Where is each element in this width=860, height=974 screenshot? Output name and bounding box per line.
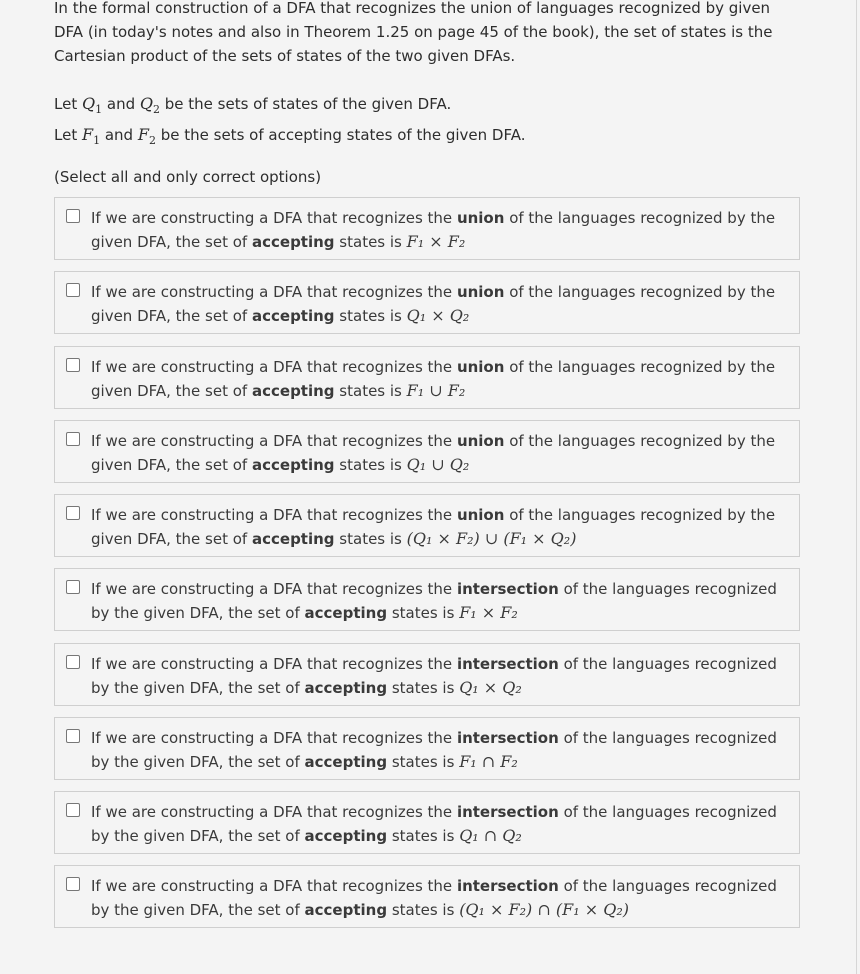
option-1[interactable]: If we are constructing a DFA that recognizes the union of the languages recognized by the given DFA, the set of accepting states is F₁ × F₂ — [54, 197, 800, 260]
checkbox[interactable] — [66, 209, 80, 223]
definitions — [54, 91, 784, 153]
definition-states: Let $Q_1$ and $Q_2$ be the sets of states of the given DFA. — [54, 94, 452, 117]
option-9[interactable]: If we are constructing a DFA that recognizes the intersection of the languages recognized by the given DFA, the set of accepting states is Q₁ ∩ Q₂ — [54, 791, 800, 854]
panel-border — [856, 0, 857, 974]
question-intro: In the formal construction of a DFA that recognizes the union of languages recognized by given DFA (in today's notes and also in Theorem 1.25 on page 45 of the book), the set of states is the Cartesian product of the sets of states of the two given DFAs. — [54, 0, 773, 65]
option-10[interactable]: If we are constructing a DFA that recognizes the intersection of the languages recognized by the given DFA, the set of accepting states is (Q₁ × F₂) ∩ (F₁ × Q₂) — [54, 865, 800, 928]
option-7[interactable]: If we are constructing a DFA that recognizes the intersection of the languages recognized by the given DFA, the set of accepting states is Q₁ × Q₂ — [54, 643, 800, 706]
checkbox[interactable] — [66, 580, 80, 594]
checkbox[interactable] — [66, 729, 80, 743]
option-8[interactable]: If we are constructing a DFA that recognizes the intersection of the languages recognized by the given DFA, the set of accepting states is F₁ ∩ F₂ — [54, 717, 800, 780]
option-4[interactable]: If we are constructing a DFA that recognizes the union of the languages recognized by the given DFA, the set of accepting states is Q₁ ∪ Q₂ — [54, 420, 800, 483]
checkbox[interactable] — [66, 506, 80, 520]
option-3[interactable]: If we are constructing a DFA that recognizes the union of the languages recognized by the given DFA, the set of accepting states is F₁ ∪ F₂ — [54, 346, 800, 409]
checkbox[interactable] — [66, 803, 80, 817]
checkbox[interactable] — [66, 655, 80, 669]
checkbox[interactable] — [66, 283, 80, 297]
option-6[interactable]: If we are constructing a DFA that recognizes the intersection of the languages recognized by the given DFA, the set of accepting states is F₁ × F₂ — [54, 568, 800, 631]
checkbox[interactable] — [66, 358, 80, 372]
instruction: (Select all and only correct options) — [54, 168, 322, 186]
checkbox[interactable] — [66, 432, 80, 446]
checkbox[interactable] — [66, 877, 80, 891]
option-2[interactable]: If we are constructing a DFA that recognizes the union of the languages recognized by the given DFA, the set of accepting states is Q₁ × Q₂ — [54, 271, 800, 334]
option-5[interactable]: If we are constructing a DFA that recognizes the union of the languages recognized by the given DFA, the set of accepting states is (Q₁ × F₂) ∪ (F₁ × Q₂) — [54, 494, 800, 557]
definition-accepting-states: Let $F_1$ and $F_2$ be the sets of accepting states of the given DFA. — [54, 125, 526, 148]
